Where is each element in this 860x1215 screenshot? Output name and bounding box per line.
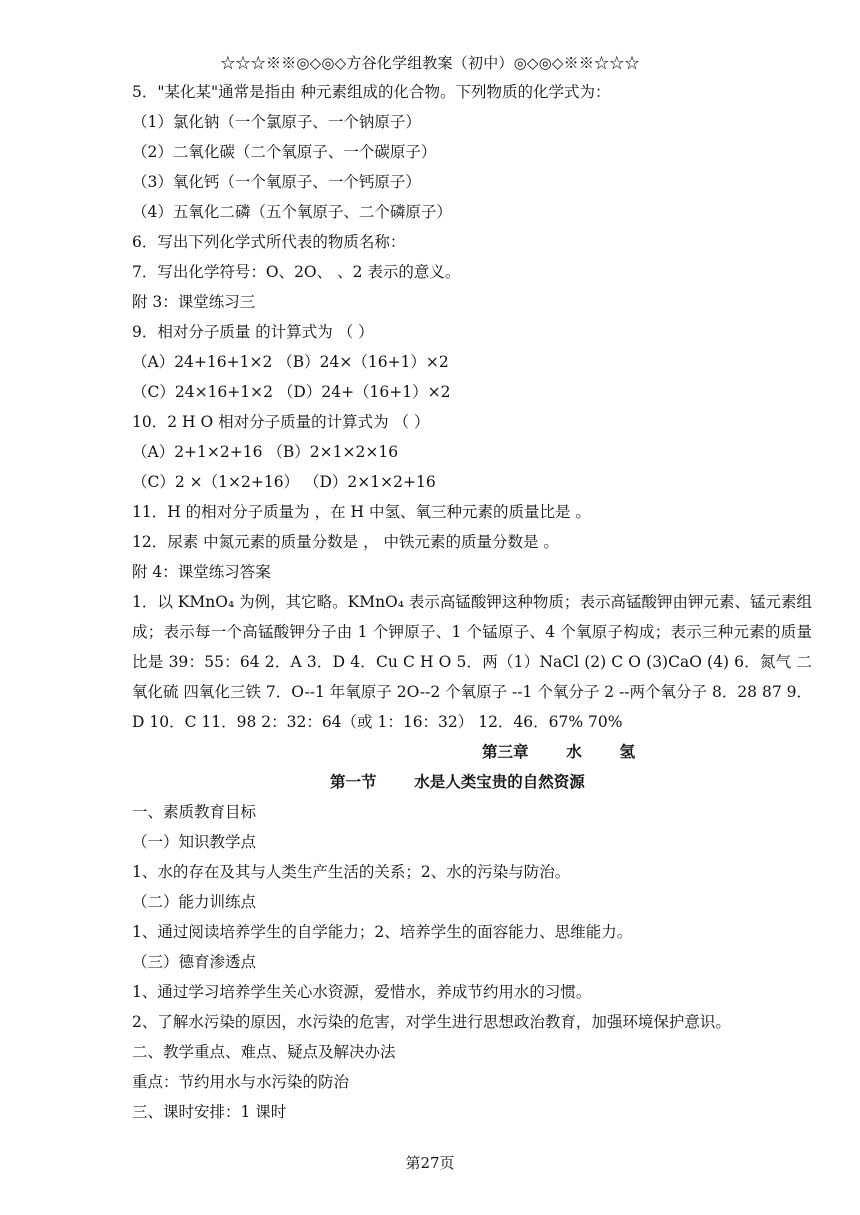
text-line: 10．2 H O 相对分子质量的计算式为 （ ） (132, 413, 430, 431)
text-line: 附 3：课堂练习三 (132, 293, 256, 311)
text-line: （三）德育渗透点 (132, 953, 257, 971)
text-line: （4）五氧化二磷（五个氧原子、二个磷原子） (132, 203, 452, 221)
text-line: 1、水的存在及其与人类生产生活的关系；2、水的污染与防治。 (132, 863, 571, 881)
text-line: 5．"某化某"通常是指由 种元素组成的化合物。下列物质的化学式为： (132, 83, 611, 101)
text-line: 9．相对分子质量 的计算式为 （ ） (132, 323, 374, 341)
text-line: 附 4：课堂练习答案 (132, 563, 271, 581)
text-line: 1、通过学习培养学生关心水资源，爱惜水，养成节约用水的习惯。 (132, 983, 592, 1001)
page-content (132, 77, 812, 1127)
text-line: 6．写出下列化学式所代表的物质名称： (132, 233, 406, 251)
text-line: （A）24+16+1×2 （B）24×（16+1）×2 (132, 353, 449, 371)
text-line: 12．尿素 中氮元素的质量分数是 ， 中铁元素的质量分数是 。 (132, 533, 559, 551)
text-line: （一）知识教学点 (132, 833, 257, 851)
text-line: 三、课时安排：1 课时 (132, 1103, 287, 1121)
text-line: 11．H 的相对分子质量为 ，在 H 中氢、氧三种元素的质量比是 。 (132, 503, 591, 521)
text-line: 重点：节约用水与水污染的防治 (132, 1073, 350, 1091)
chapter-title: 第三章 水 氢 (482, 742, 636, 761)
text-line: （A）2+1×2+16 （B）2×1×2×16 (132, 443, 399, 461)
page-header: ☆☆☆※※◎◇◎◇方谷化学组教案（初中）◎◇◎◇※※☆☆☆ (220, 54, 640, 72)
section-title: 第一节 水是人类宝贵的自然资源 (330, 772, 585, 791)
text-line: 二、教学重点、难点、疑点及解决办法 (132, 1043, 396, 1061)
text-line: （C）2 ×（1×2+16） （D）2×1×2+16 (132, 473, 436, 491)
text-line: （二）能力训练点 (132, 893, 257, 911)
text-line: 一、素质教育目标 (132, 803, 257, 821)
answer-paragraph: 1．以 KMnO₄ 为例，其它略。KMnO₄ 表示高锰酸钾这种物质；表示高锰酸钾由钾元素、锰元素组成；表示每一个高锰酸钾分子由 1 个钾原子、1 个锰原子、4 个氧原子构成；表示三种元素的质量比是 39：55：64 2．A 3．D 4．Cu C H O 5．两（1）NaCl (2) C O (3)CaO (4) 6．氮气 二氧化硫 四氧化三铁 7．O--1 年氧原子 2O--2 个氧原子 --1 个氧分子 2 --两个氧分子 8．28 87 9．D 10．C 11．98 2：32：64（或 1：16：32） 12．46．67% 70% (132, 593, 812, 731)
text-line: 2、了解水污染的原因，水污染的危害，对学生进行思想政治教育，加强环境保护意识。 (132, 1013, 731, 1031)
text-line: （3）氧化钙（一个氧原子、一个钙原子） (132, 173, 421, 191)
text-line: （1）氯化钠（一个氯原子、一个钠原子） (132, 113, 421, 131)
text-line: 7．写出化学符号：O、2O、 、2 表示的意义。 (132, 263, 461, 281)
page-number: 第27页 (405, 1154, 455, 1172)
text-line: （C）24×16+1×2 （D）24+（16+1）×2 (132, 383, 451, 401)
text-line: （2）二氧化碳（二个氧原子、一个碳原子） (132, 143, 437, 161)
text-line: 1、通过阅读培养学生的自学能力；2、培养学生的面容能力、思维能力。 (132, 923, 633, 941)
